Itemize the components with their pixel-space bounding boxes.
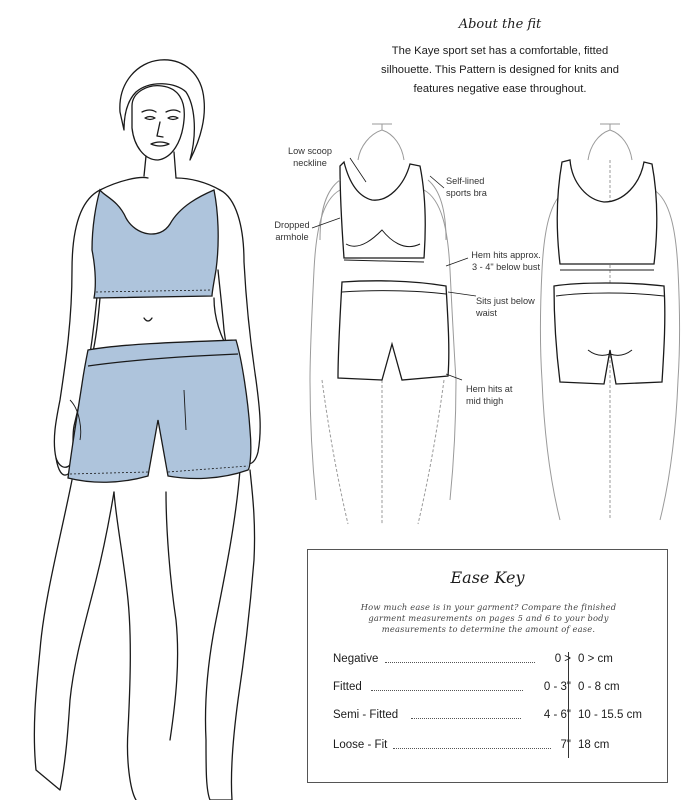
callout-self-lined: Self-lined sports bra — [446, 176, 487, 198]
ease-row-label: Loose - Fit — [333, 739, 388, 751]
ease-row-label: Negative — [333, 653, 379, 665]
ease-row-loose-fit — [333, 739, 663, 755]
ease-row-cm: 0 > cm — [578, 653, 613, 665]
ease-row-semi-fitted — [333, 709, 663, 725]
about-fit-description: The Kaye sport set has a comfortable, fitted silhouette. This Pattern is designed for knits and features negative ease throughout. — [381, 45, 619, 95]
ease-row-cm: 10 - 15.5 cm — [578, 709, 642, 721]
right-leg — [205, 470, 254, 800]
model-sports-bra — [92, 190, 218, 298]
callout-hem-bust: Hem hits approx. 3 - 4" below bust — [471, 250, 541, 272]
left-leg — [34, 480, 114, 790]
face — [132, 86, 184, 160]
callout-low-scoop: Low scoop neckline — [288, 146, 332, 168]
about-fit-heading: About the fit — [458, 17, 542, 32]
ease-row-inches: 0 - 3" — [543, 681, 571, 693]
ease-row-label: Fitted — [333, 681, 362, 693]
front-form — [310, 124, 456, 524]
ease-key-title: Ease Key — [450, 568, 525, 587]
ease-key-note: How much ease is in your garment? Compare the finished garment measurements on pages 5 and 6 to your body measurements to determine the amount of ease. — [360, 602, 617, 634]
ease-row-inches: 4 - 6" — [543, 709, 571, 721]
form-shorts — [338, 281, 449, 380]
back-shorts — [554, 283, 665, 384]
ease-row-label: Semi - Fitted — [333, 709, 399, 721]
callout-hem-thigh: Hem hits at mid thigh — [466, 384, 513, 406]
model-shorts — [68, 340, 251, 482]
ease-row-cm: 18 cm — [578, 739, 610, 751]
form-sports-bra — [340, 162, 425, 258]
callout-dropped-armhole: Dropped armhole — [274, 220, 310, 242]
ease-column-divider — [568, 652, 569, 758]
ease-row-fitted — [333, 681, 663, 697]
ease-row-cm: 0 - 8 cm — [578, 681, 620, 693]
ease-row-inches: 7" — [560, 739, 571, 751]
back-sports-bra — [557, 160, 657, 264]
ease-row-inches: 0 > — [554, 653, 571, 665]
ease-row-negative — [333, 653, 663, 669]
back-form — [541, 124, 680, 520]
callout-sits-waist: Sits just below waist — [476, 296, 535, 318]
